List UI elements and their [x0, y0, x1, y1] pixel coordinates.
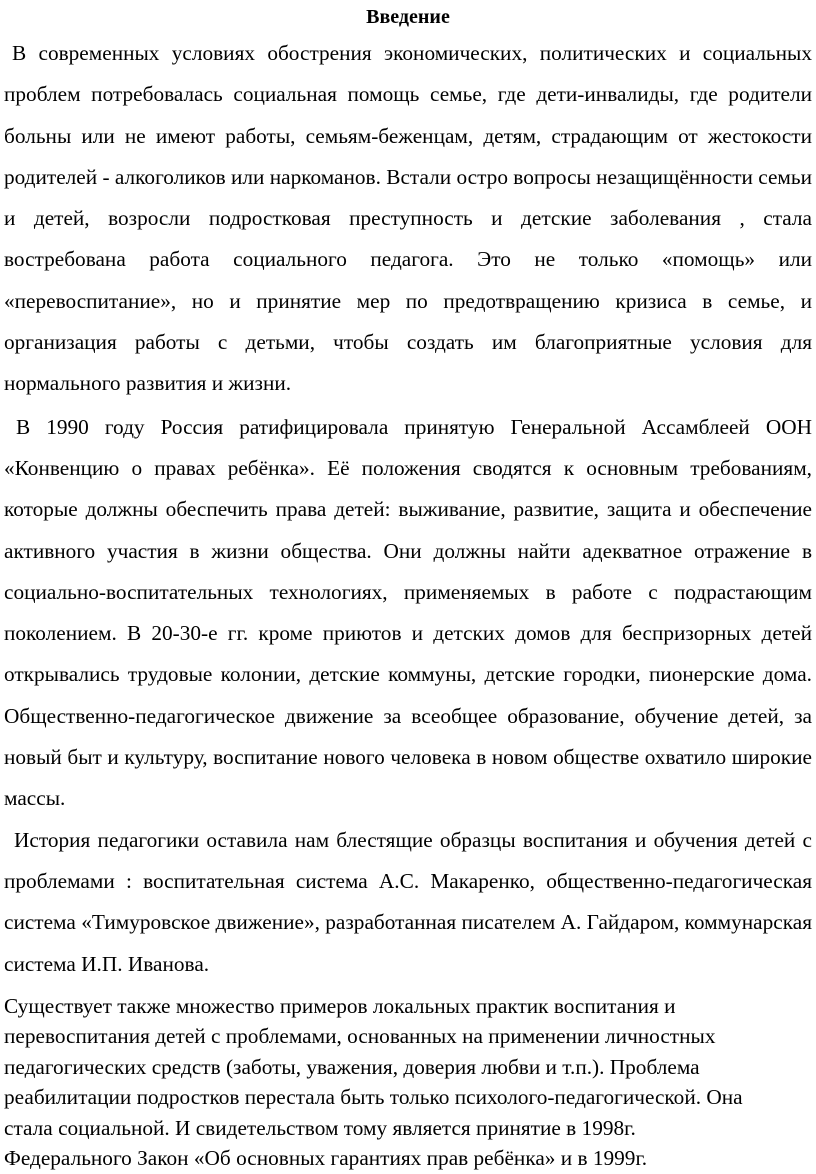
document-title: Введение	[366, 6, 450, 28]
text-line: Федерального Закон «Об основных гарантиях прав ребёнка» и в 1999г.	[4, 1146, 648, 1171]
text-line: перевоспитания детей с проблемами, основанных на применении личностных	[4, 1024, 716, 1049]
paragraph-convention: В 1990 году Россия ратифицировала принятую Генеральной Ассамблеей ООН «Конвенцию о правах ребёнка». Её положения сводятся к основным требованиям, которые должны обеспечить права детей: выживание, развитие, защита и обеспечение активного участия в жизни общества. Они должны найти адекватное отражение в социально-воспитательных технологиях, применяемых в работе с подрастающим поколением. В 20-30-е гг. кроме приютов и детских домов для беспризорных детей открывались трудовые колонии, детские коммуны, детские городки, пионерские дома. Общественно-педагогическое движение за всеобщее образование, обучение детей, за новый быт и культуру, воспитание нового человека в новом обществе охватило широкие массы.	[4, 414, 812, 811]
text-line: реабилитации подростков перестала быть только психолого-педагогической. Она	[4, 1085, 743, 1110]
paragraph-intro: В современных условиях обострения экономических, политических и социальных проблем потребовалась социальная помощь семье, где дети-инвалиды, где родители больны или не имеют работы, семьям-беженцам, детям, страдающим от жестокости родителей - алкоголиков или наркоманов. Встали остро вопросы незащищённости семьи и детей, возросли подростковая преступность и детские заболевания , стала востребована работа социального педагога. Это не только «помощь» или «перевоспитание», но и принятие мер по предотвращению кризиса в семье, и организация работы с детьми, чтобы создать им благоприятные условия для нормального развития и жизни.	[4, 41, 812, 396]
text-line: педагогических средств (заботы, уважения, доверия любви и т.п.). Проблема	[4, 1054, 700, 1079]
paragraph-history: История педагогики оставила нам блестящие образцы воспитания и обучения детей с проблемами : воспитательная система А.С. Макаренко, общественно-педагогическая система «Тимуровское движение», разработанная писателем А. Гайдаром, коммунарская система И.П. Иванова.	[4, 827, 812, 976]
paragraph-practices	[4, 991, 812, 1174]
text-line: стала социальной. И свидетельством тому является принятие в 1998г.	[4, 1115, 636, 1140]
text-line: Существует также множество примеров локальных практик воспитания и	[4, 993, 676, 1018]
